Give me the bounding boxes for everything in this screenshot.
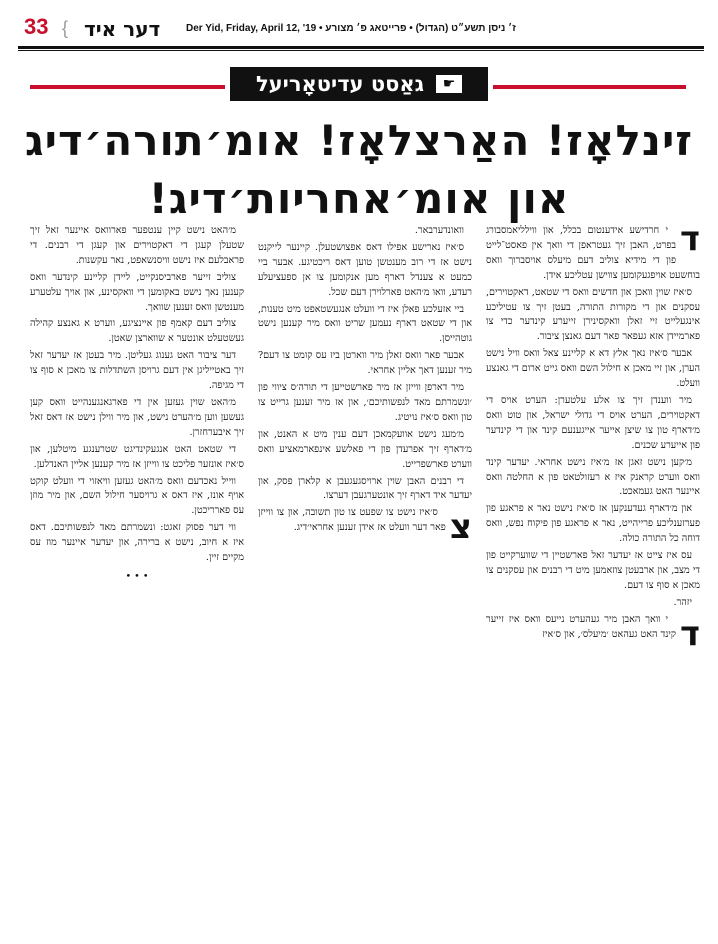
paragraph: י וואך האבן מיר געהערט נייעס וואס איז זייער קינד האט געהאט ׳מיעלס׳, און ס׳איז: [486, 613, 676, 640]
paragraph: די שטאט האט אנגעקינדיגט שטרענגע מיטלען, און ס׳איז אונזער פליכט צו ווייזן אז מיר קענען אליין האנדלען.: [30, 443, 244, 470]
paragraph: מ׳האט נישט קיין ענטפער פארוואס איינער זאל זיך שטעלן קעגן די דאקטוירים און קעגן די רבנים. די פראבלעם איז נישט וויסנשאפט, נאר עקשנות.: [30, 225, 244, 266]
section-band-left: [30, 85, 225, 89]
paragraph: אבער ס׳איז נאך אלץ דא א קליינע צאל וואס וויל נישט הערן, און זיי מאכן א חילול השם וואס גייט ארום די גאנצע וועלט.: [486, 348, 700, 390]
pointing-hand-icon: ☛: [436, 75, 462, 93]
article-column-2: [258, 224, 472, 904]
header-rule-thin: [18, 50, 704, 51]
drop-cap: ד: [680, 224, 700, 259]
page-number: 33: [24, 14, 49, 39]
section-band-right: [493, 85, 686, 89]
paragraph: וואונדערבאר.: [414, 225, 464, 236]
paragraph: דער ציבור האט גענוג געליטן. מיר בעטן אז יעדער זאל זיך באטייליגן אין דעם גרויסן השתדלות צו מאכן א סוף צו די מגיפה.: [30, 350, 244, 392]
header-brace: {: [62, 18, 69, 38]
paragraph: ס׳איז נארישע אפילו דאס אפצושטעלן. קיינער לייקנט נישט אז די רוב מענטשן טוען דאס ריכטיגע. אבער ביי כמעט א צענדל דארף מען אנקומען צו אן ספעציעלע רעדע, וואו מ׳האט פארלוירן דעם שכל.: [258, 241, 472, 298]
paragraph: עס איז צייט אז יעדער זאל פארשטיין די שווערקייט פון די מצב, און ארבעטן צוזאמען מיט די רבנים און עסקנים צו מאכן א סוף צו דעם.: [486, 550, 700, 591]
paragraph: צוליב זייער פארביסנקייט, ליידן קליינע קינדער וואס קענען נאך נישט באקומען די וואקסינע, און אויך עלטערע מענטשן וואס זענען שוואך.: [30, 271, 244, 313]
drop-cap: צ: [449, 507, 472, 548]
article-body: [30, 224, 700, 904]
paragraph: צוליב דעם קאמף פון איינציגע, ווערט א גאנצע קהילה געשטעלט אונטער א שווארצן שאטן.: [30, 318, 244, 345]
paragraph: יזהר.: [673, 596, 692, 608]
paragraph: מ׳האט שוין געזען אין די פארגאנגענהייט וואס קען געשען ווען מ׳הערט נישט, און מיר ווילן נישט אז דאס זאל זיך איבערחזרן.: [30, 396, 244, 438]
headline-line-2: און אומ׳אחריות׳דיג!: [148, 174, 570, 223]
publication-logo: דער איד: [84, 17, 161, 41]
paragraph: ביי אזעלכע פאלן איז די וועלט אנגעשטאפט מיט טענות, און די שטאט דארף נעמען שריט וואס מיר קענען נישט גוטהייסן.: [258, 303, 472, 345]
dateline: Der Yid, Friday, April 12, '19 • ז׳ ניסן תשע״ט (הגדול) • פרייטאג פ׳ מצורע: [186, 23, 516, 34]
paragraph: ווי דער פסוק זאגט: ונשמרתם מאד לנפשותיכם. דאס איז א חיוב, נישט א ברירה, און יעדער איינער מוז עס מקיים זיין.: [30, 522, 244, 564]
paragraph: ס׳איז שוין וואכן און חדשים וואס די שטאט, דאקטוירים, עסקנים און די מקורות התורה, בעטן זיך צו עטיליכע אינגעלייט זיי זאלן וואקסינירן זייערע קינדער כדי צו פארמיידן אזא געפאר פאר דעם גאנצן ציבור.: [486, 286, 700, 343]
paragraph: מיר דארפן ווייזן אז מיר פארשטייען די תורה׳ס ציווי פון ׳ונשמרתם מאד לנפשותיכם׳, און אז מיר זענען גרייט צו טון וואס ס׳איז נויטיג.: [258, 382, 472, 423]
header-rule: [18, 46, 704, 49]
page-header: [18, 16, 704, 46]
paragraph: און מ׳דארף געדענקען אז ס׳איז נישט נאר א פראגע פון פערזענליכע פרייהייט, נאר א פראגע פון פיקוח נפש, וואס דוחה כל התורה כולה.: [486, 503, 700, 545]
paragraph: מ׳מעג נישט אוועקמאכן דעם ענין מיט א האנט, און מ׳דארף זיך אפרעדן פון די פאלשע אינפארמאציע וואס ווערט פארשפרייט.: [258, 428, 472, 470]
paragraph: ווייל נאכדעם וואס מ׳האט געזען וויאזוי די וועלט קוקט אויף אונז, איז דאס א גרויסער חילול השם, און מיר מוזן עס פארריכטן.: [30, 475, 244, 517]
drop-cap: ד: [680, 613, 700, 654]
headline: [20, 112, 698, 228]
closing-mark: • • •: [125, 570, 149, 582]
headline-line-1: זינלאָז! האַרצלאָז! אומ׳תורה׳דיג: [24, 116, 694, 165]
paragraph: אבער פאר וואס זאלן מיר ווארטן ביז עס קומט צו דעם? מיר זענען דאך אליין אחראי.: [258, 350, 472, 377]
article-column-3: [30, 224, 244, 904]
section-label: [230, 67, 488, 101]
paragraph: י חרדישע אידענטום בכלל, און ווילליאמסבורג בפרט, האבן זיך געטראפן די וואך אין פאסט־לייט פון די מידיא צוליב דעם מיעלס אויסברוך וואס בוחשעט אויפגעקומען צווישן עטליכע אידן.: [486, 225, 700, 281]
paragraph: ס׳איז נישט צו שפעט צו טון תשובה, און צו ווייזן פאר דער וועלט אז אידן זענען אחראי׳דיג.: [258, 507, 446, 534]
paragraph: די רבנים האבן שוין ארויסגעגעבן א קלארן פסק, און יעדער איד דארף זיך אונטערגעבן דערצו.: [258, 475, 472, 502]
section-label-text: גאַסט עדיטאָריעל: [255, 72, 425, 96]
paragraph: מ׳קען נישט זאגן אז מ׳איז נישט אחראי. יעדער קינד וואס ווערט קראנק איז א רעזולטאט פון א החלטה וואס איינער האט געמאכט.: [486, 456, 700, 498]
paragraph: מיר ווענדן זיך צו אלע עלטערן: הערט אויס די דאקטוירים, הערט אויס די גדולי ישראל, און טוט וואס מ׳דארף טון צו שיצן אייער אייגענעם קינד און די קינדער פון אייערע שכנים.: [486, 394, 700, 451]
article-column-1: [486, 224, 700, 904]
